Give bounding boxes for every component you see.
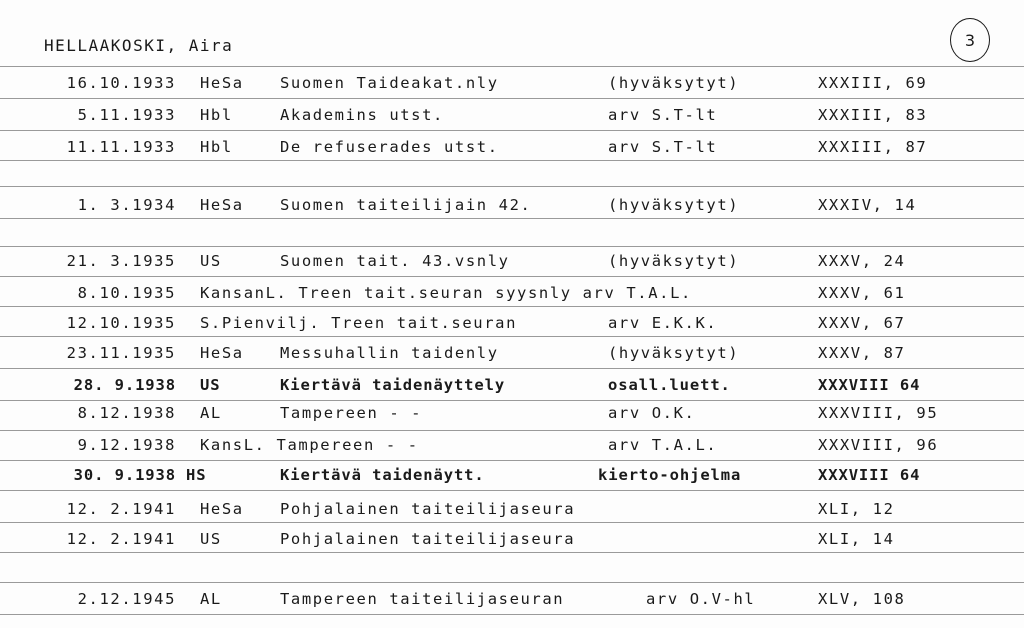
entry-note: (hyväksytyt): [608, 344, 740, 362]
entry-reference: XXXIII, 83: [818, 106, 928, 124]
entry-event: Pohjalainen taiteilijaseura: [280, 530, 576, 548]
entry-date: 8.10.1935: [77, 284, 176, 302]
entry-reference: XLI, 14: [818, 530, 895, 548]
entry-event: Tampereen taiteilijaseuran: [280, 590, 565, 608]
entry-date: 16.10.1933: [66, 74, 176, 92]
entry-source: US: [200, 530, 222, 548]
entry-event: De refuserades utst.: [280, 138, 499, 156]
entry-date: 11.11.1933: [66, 138, 176, 156]
entry-row: [0, 106, 1024, 136]
entry-row: [0, 500, 1024, 530]
entry-source: AL: [200, 590, 222, 608]
entry-row: [0, 314, 1024, 344]
entry-source: KansL. Tampereen - -: [200, 436, 419, 454]
entry-reference: XXXIII, 69: [818, 74, 928, 92]
entry-reference: XXXVIII 64: [818, 466, 921, 484]
entry-row: [0, 590, 1024, 620]
entry-row: [0, 344, 1024, 374]
ruled-line: [0, 582, 1024, 583]
entry-note: arv E.K.K.: [608, 314, 718, 332]
entry-date: 12. 2.1941: [66, 500, 176, 518]
entry-date: 23.11.1935: [66, 344, 176, 362]
ruled-line: [0, 186, 1024, 187]
entry-event: Suomen Taideakat.nly: [280, 74, 499, 92]
entry-reference: XLI, 12: [818, 500, 895, 518]
entry-date: 28. 9.1938: [73, 376, 176, 394]
entry-event: Akademins utst.: [280, 106, 444, 124]
page-number-circle: [950, 18, 990, 62]
entry-reference: XLV, 108: [818, 590, 906, 608]
entry-event: Kiertävä taidenäyttely: [280, 376, 506, 394]
entry-date: 12.10.1935: [66, 314, 176, 332]
entry-note: kierto-ohjelma: [598, 466, 742, 484]
entry-source: KansanL. Treen tait.seuran syysnly arv T.A.L.: [200, 284, 692, 302]
card-heading: HELLAAKOSKI, Aira: [44, 36, 234, 55]
entry-reference: XXXV, 87: [818, 344, 906, 362]
entry-source: AL: [200, 404, 222, 422]
entry-date: 2.12.1945: [77, 590, 176, 608]
entry-note: arv S.T-lt: [608, 138, 718, 156]
entry-source: Hbl: [200, 106, 233, 124]
entry-row: [0, 196, 1024, 226]
entry-event: Messuhallin taidenly: [280, 344, 499, 362]
entry-date: 5.11.1933: [77, 106, 176, 124]
entry-reference: XXXVIII, 96: [818, 436, 939, 454]
ruled-line: [0, 246, 1024, 247]
entry-row: [0, 530, 1024, 560]
entry-reference: XXXV, 24: [818, 252, 906, 270]
entry-reference: XXXVIII 64: [818, 376, 921, 394]
entry-event: Tampereen - -: [280, 404, 423, 422]
entry-note: arv O.K.: [608, 404, 696, 422]
entry-note: (hyväksytyt): [608, 252, 740, 270]
entry-event: Kiertävä taidenäytt.: [280, 466, 485, 484]
entry-reference: XXXV, 67: [818, 314, 906, 332]
entry-row: [0, 466, 1024, 496]
ruled-line: [0, 66, 1024, 67]
entry-note: osall.luett.: [608, 376, 731, 394]
entry-note: arv O.V-hl: [646, 590, 756, 608]
entry-note: arv T.A.L.: [608, 436, 718, 454]
entry-source: HS: [186, 466, 207, 484]
entry-date: 1. 3.1934: [77, 196, 176, 214]
entry-reference: XXXIII, 87: [818, 138, 928, 156]
entry-date: 21. 3.1935: [66, 252, 176, 270]
entry-row: [0, 404, 1024, 434]
entry-row: [0, 284, 1024, 314]
entry-row: [0, 376, 1024, 406]
entry-reference: XXXVIII, 95: [818, 404, 939, 422]
entry-source: HeSa: [200, 196, 244, 214]
entry-source: HeSa: [200, 500, 244, 518]
entry-source: US: [200, 252, 222, 270]
entry-event: Pohjalainen taiteilijaseura: [280, 500, 576, 518]
entry-note: arv S.T-lt: [608, 106, 718, 124]
entry-date: 8.12.1938: [77, 404, 176, 422]
entry-row: [0, 74, 1024, 104]
page-number: 3: [964, 30, 976, 50]
entry-source: HeSa: [200, 344, 244, 362]
entry-row: [0, 252, 1024, 282]
entry-reference: XXXV, 61: [818, 284, 906, 302]
entry-source: US: [200, 376, 221, 394]
entry-source: S.Pienvilj. Treen tait.seuran: [200, 314, 518, 332]
entry-source: HeSa: [200, 74, 244, 92]
entry-date: 30. 9.1938: [73, 466, 176, 484]
entry-date: 9.12.1938: [77, 436, 176, 454]
entry-note: (hyväksytyt): [608, 196, 740, 214]
entry-event: Suomen taiteilijain 42.: [280, 196, 532, 214]
entry-row: [0, 436, 1024, 466]
entry-note: (hyväksytyt): [608, 74, 740, 92]
entry-row: [0, 138, 1024, 168]
entry-reference: XXXIV, 14: [818, 196, 917, 214]
entry-date: 12. 2.1941: [66, 530, 176, 548]
entry-source: Hbl: [200, 138, 233, 156]
entry-event: Suomen tait. 43.vsnly: [280, 252, 510, 270]
